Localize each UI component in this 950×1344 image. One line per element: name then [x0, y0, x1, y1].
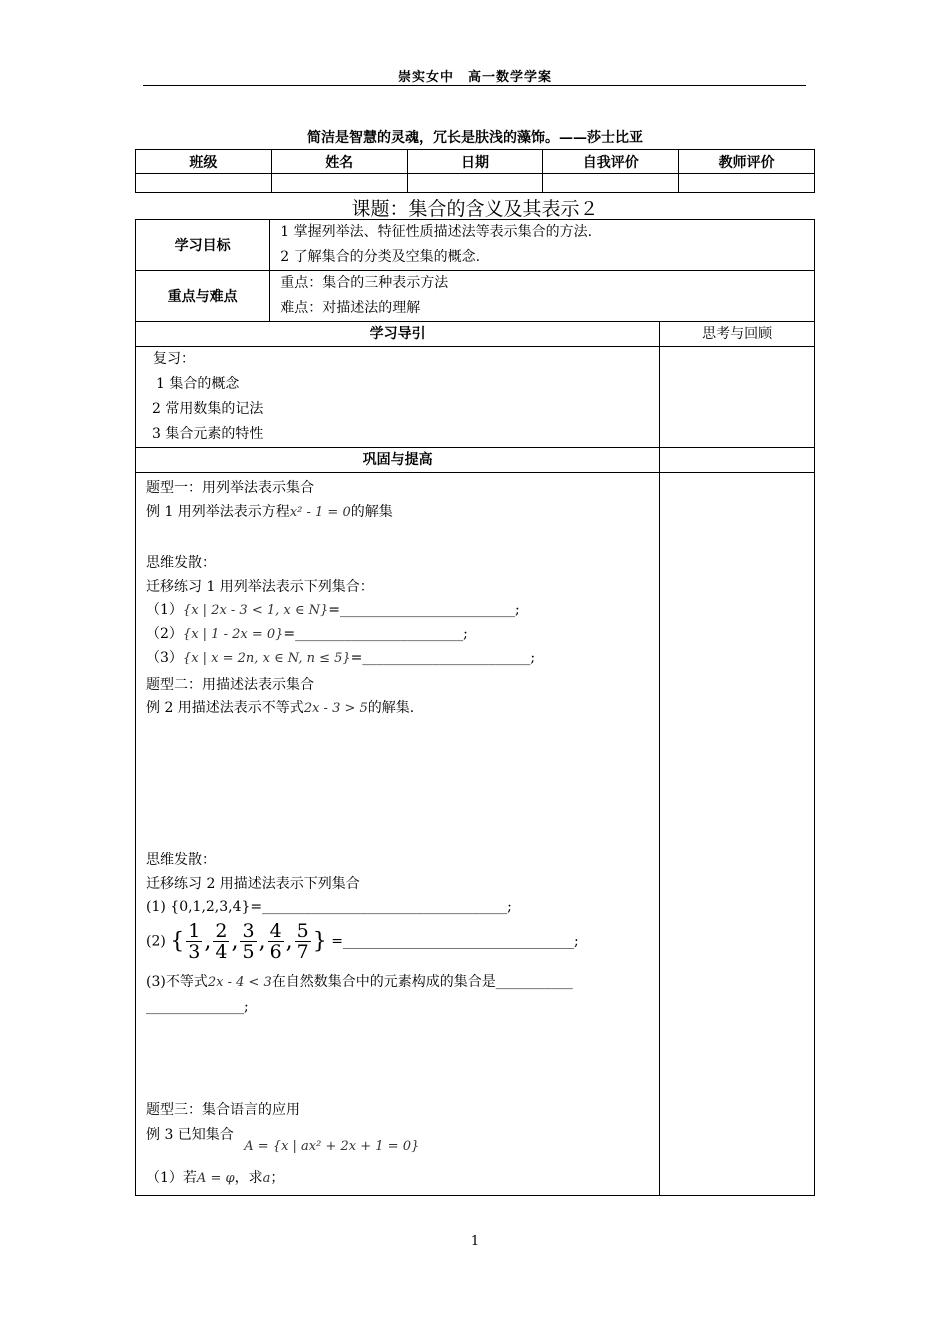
practice-2-item-2-index: (2): [146, 933, 166, 950]
example-1-suffix: 的解集: [350, 504, 393, 520]
self-eval-cell[interactable]: [543, 174, 679, 193]
question-1-prefix: （1）若: [146, 1170, 197, 1186]
example-3-text: 例 3 已知集合: [146, 1127, 234, 1143]
question-1-suffix: ；: [270, 1170, 285, 1186]
key-points-label: 重点与难点: [136, 271, 270, 322]
example-2-text: 例 2 用描述法表示不等式: [146, 700, 304, 716]
guide-title-row: [136, 322, 815, 347]
reflection-area-1[interactable]: [660, 347, 815, 448]
fraction-5-7: [295, 921, 311, 962]
page-number: 1: [470, 1234, 480, 1249]
fraction-1-3-numerator: 1: [188, 920, 201, 942]
fraction-2-4-numerator: 2: [215, 920, 228, 942]
fraction-4-6-denominator: 6: [269, 941, 282, 963]
fraction-4-6: [268, 921, 284, 962]
col-self-eval: 自我评价: [543, 150, 679, 174]
practice-1-title: 迁移练习 1 用列举法表示下列集合：: [146, 579, 374, 595]
fraction-2-4-denominator: 4: [215, 941, 228, 963]
fraction-4-6-numerator: 4: [269, 920, 282, 942]
teacher-eval-cell[interactable]: [679, 174, 815, 193]
col-date: 日期: [407, 150, 543, 174]
practice-1-item-1: [146, 599, 520, 619]
fraction-2-4: [213, 921, 229, 962]
right-brace: }: [312, 929, 327, 954]
guide-content: [136, 347, 660, 448]
goals-row: [136, 220, 815, 271]
question-1-ask: ，求: [234, 1170, 263, 1186]
practice-1-item-3: [146, 647, 535, 667]
example-1: [146, 501, 393, 521]
example-3-set: A = {x | ax² + 2x + 1 = 0}: [244, 1139, 420, 1154]
reflection-title-blank: [660, 448, 815, 473]
reflection-area-2[interactable]: [660, 473, 815, 1196]
page-header: 崇实女中 高一数学学案: [397, 70, 552, 85]
comma-2: ,: [231, 929, 239, 954]
practice-2-item-3-text: (3)不等式: [146, 974, 208, 990]
consolidate-title-row: [136, 448, 815, 473]
guide-content-row: [136, 347, 815, 448]
practice-2-item-3-continued[interactable]: ______________;: [146, 999, 249, 1015]
example-3: [146, 1124, 420, 1154]
type-3-heading: 题型三：集合语言的应用: [146, 1102, 300, 1118]
header-rule: [143, 85, 806, 86]
consolidate-title: 巩固与提高: [136, 448, 660, 473]
review-item-1: 1 集合的概念: [156, 376, 240, 392]
name-cell[interactable]: [271, 174, 407, 193]
evaluation-header-row: [136, 150, 815, 174]
left-brace: {: [170, 929, 185, 954]
practice-1-item-2-index: （2）: [146, 626, 183, 642]
example-2-inequality: 2x - 3 > 5: [303, 701, 368, 716]
fraction-5-7-numerator: 5: [296, 920, 309, 942]
goals-content: [270, 220, 815, 271]
guide-title: 学习导引: [136, 322, 660, 347]
col-name: 姓名: [271, 150, 407, 174]
consolidate-content-row: [136, 473, 815, 1196]
fraction-3-5: [240, 921, 256, 962]
evaluation-input-row: [136, 174, 815, 193]
review-heading: 复习：: [153, 351, 195, 367]
main-table: [135, 321, 815, 1196]
practice-1-item-2-blank[interactable]: =________________________;: [283, 626, 468, 642]
divergent-thinking-1: 思维发散：: [146, 555, 216, 571]
fraction-5-7-denominator: 7: [296, 941, 309, 963]
quote: 简洁是智慧的灵魂，冗长是肤浅的藻饰。——莎士比亚: [307, 130, 643, 146]
practice-1-item-3-blank[interactable]: =________________________;: [350, 650, 536, 666]
consolidate-content: [136, 473, 660, 1196]
review-item-3: 3 集合元素的特性: [152, 426, 264, 442]
comma-1: ,: [204, 929, 212, 954]
fraction-3-5-denominator: 5: [242, 941, 255, 963]
comma-3: ,: [258, 929, 266, 954]
col-teacher-eval: 教师评价: [679, 150, 815, 174]
evaluation-table: [135, 149, 815, 193]
fraction-3-5-numerator: 3: [242, 920, 255, 942]
fraction-1-3-denominator: 3: [188, 941, 201, 963]
goal-line-2: 2 了解集合的分类及空集的概念.: [280, 249, 481, 265]
example-3-question-1: [146, 1167, 284, 1187]
fraction-1-3: [186, 921, 202, 962]
example-2-suffix: 的解集.: [367, 700, 415, 716]
practice-1-item-3-index: （3）: [146, 650, 183, 666]
col-class: 班级: [136, 150, 272, 174]
class-cell[interactable]: [136, 174, 272, 193]
question-1-condition: A = φ: [196, 1171, 235, 1186]
practice-2-item-2: [146, 921, 579, 962]
practice-2-item-2-blank[interactable]: =_________________________________;: [331, 933, 579, 950]
practice-2-item-1[interactable]: (1) {0,1,2,3,4}=___________________________________;: [146, 899, 512, 915]
comma-4: ,: [285, 929, 293, 954]
example-1-equation: x² - 1 = 0: [289, 505, 351, 520]
type-1-heading: 题型一：用列举法表示集合: [146, 480, 314, 496]
reflection-title: 思考与回顾: [660, 322, 815, 347]
practice-2-title: 迁移练习 2 用描述法表示下列集合: [146, 876, 360, 892]
practice-1-item-2: [146, 623, 468, 643]
practice-1-item-1-blank[interactable]: =_________________________;: [328, 602, 520, 618]
question-1-variable: a: [262, 1171, 271, 1186]
example-1-text: 例 1 用列举法表示方程: [146, 504, 290, 520]
type-2-heading: 题型二：用描述法表示集合: [146, 677, 314, 693]
difficulty-line: 难点：对描述法的理解: [280, 300, 421, 316]
key-points-content: [270, 271, 815, 322]
lesson-title: 课题：集合的含义及其表示２: [351, 198, 599, 220]
practice-2-item-3: [146, 971, 573, 991]
date-cell[interactable]: [407, 174, 543, 193]
practice-1-item-3-set: {x | x = 2n, x ∈ N, n ≤ 5}: [182, 651, 351, 666]
key-points-row: [136, 271, 815, 322]
practice-1-item-1-set: {x | 2x - 3 < 1, x ∈ N}: [182, 603, 329, 618]
example-2: [146, 697, 414, 717]
practice-2-item-3-inequality: 2x - 4 < 3: [207, 975, 272, 990]
practice-2-item-3-blank[interactable]: 在自然数集合中的元素构成的集合是___________: [271, 974, 573, 990]
goals-table: [135, 219, 815, 322]
goals-label: 学习目标: [136, 220, 270, 271]
divergent-thinking-2: 思维发散：: [146, 852, 216, 868]
review-item-2: 2 常用数集的记法: [152, 401, 264, 417]
practice-1-item-2-set: {x | 1 - 2x = 0}: [182, 627, 284, 642]
practice-1-item-1-index: （1）: [146, 602, 183, 618]
key-point-line: 重点：集合的三种表示方法: [280, 275, 449, 291]
goal-line-1: 1 掌握列举法、特征性质描述法等表示集合的方法.: [280, 224, 593, 240]
